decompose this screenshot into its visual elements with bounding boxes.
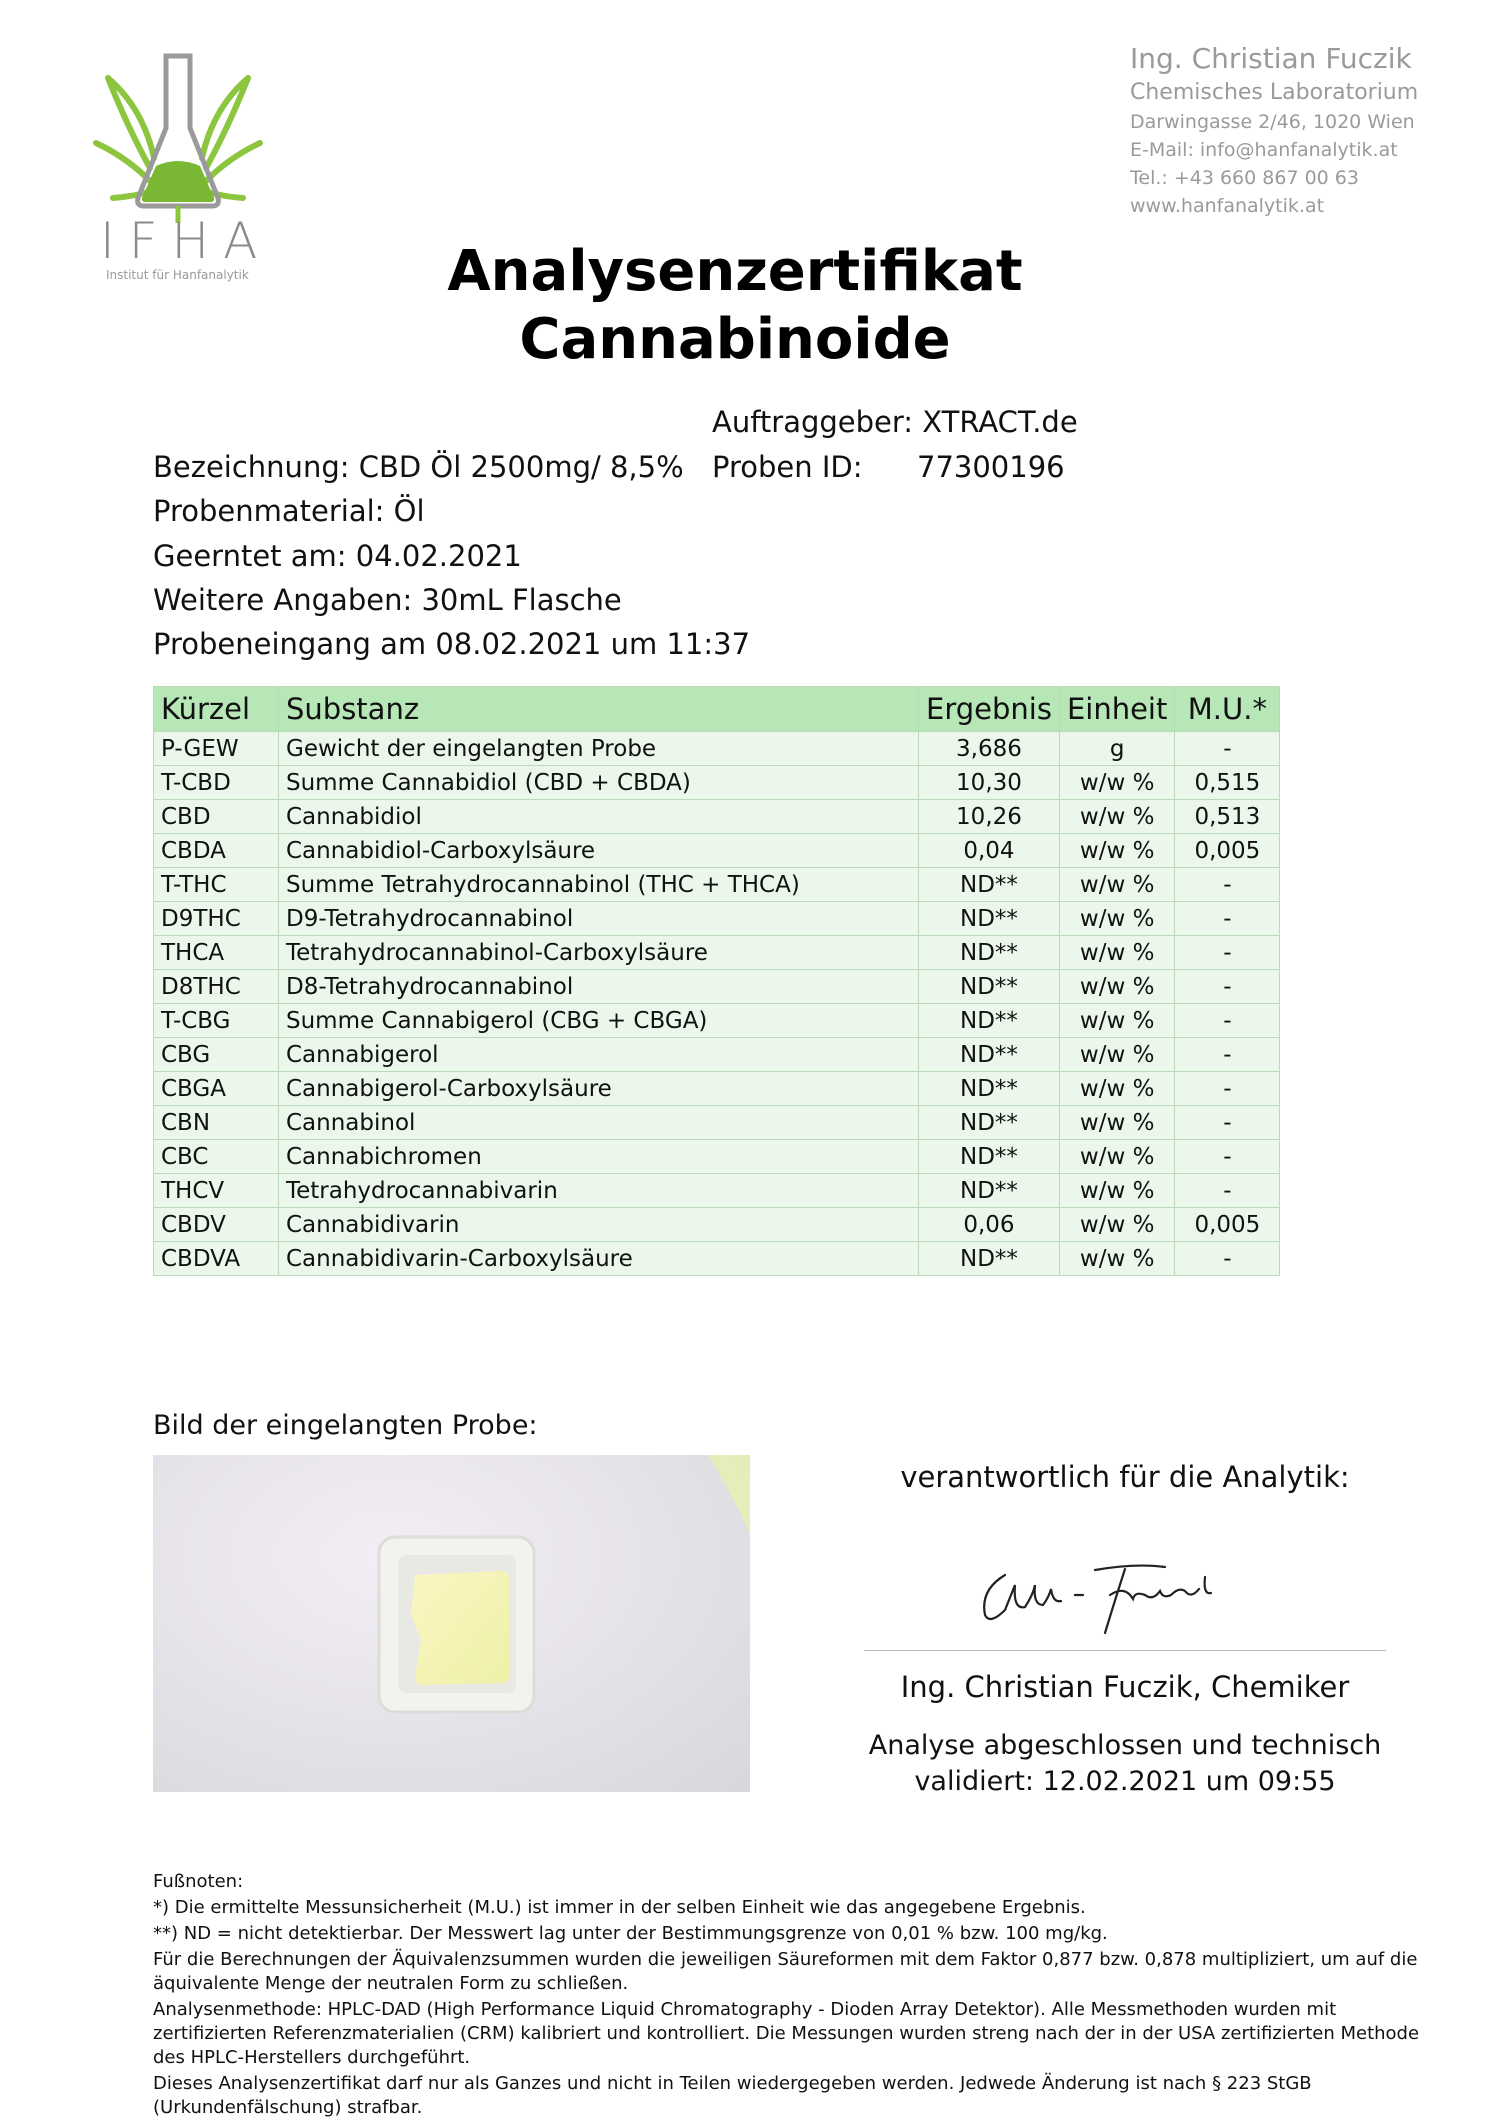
validation-line-2: validiert: 12.02.2021 um 09:55 [914, 1766, 1336, 1797]
unit-cell: w/w % [1059, 1004, 1174, 1038]
table-row [154, 732, 1280, 766]
substance-cell: Cannabidivarin [279, 1208, 919, 1242]
unit-cell: w/w % [1059, 834, 1174, 868]
unit-cell: w/w % [1059, 1208, 1174, 1242]
abbreviation-cell: T-CBG [154, 1004, 279, 1038]
table-row [154, 1174, 1280, 1208]
table-row [154, 1004, 1280, 1038]
mu-cell: - [1175, 1072, 1280, 1106]
result-cell: ND** [919, 1174, 1060, 1208]
unit-cell: w/w % [1059, 970, 1174, 1004]
mu-cell: 0,515 [1175, 766, 1280, 800]
header-abbreviation: Kürzel [154, 687, 279, 732]
page-title [0, 238, 1470, 374]
unit-cell: w/w % [1059, 868, 1174, 902]
mu-cell: - [1175, 1174, 1280, 1208]
results-table [153, 686, 1280, 1276]
title-line-1: Analysenzertifikat [447, 239, 1023, 304]
substance-cell: Summe Cannabidiol (CBD + CBDA) [279, 766, 919, 800]
result-cell: ND** [919, 1140, 1060, 1174]
validation-line-1: Analyse abgeschlossen und technisch [868, 1730, 1382, 1761]
abbreviation-cell: D8THC [154, 970, 279, 1004]
unit-cell: w/w % [1059, 1106, 1174, 1140]
received-field: Probeneingang am 08.02.2021 um 11:37 [153, 627, 751, 661]
substance-cell: D9-Tetrahydrocannabinol [279, 902, 919, 936]
result-cell: ND** [919, 1004, 1060, 1038]
lab-header [1130, 40, 1418, 220]
harvested-field: Geerntet am: 04.02.2021 [153, 539, 522, 573]
abbreviation-cell: CBD [154, 800, 279, 834]
result-cell: ND** [919, 1242, 1060, 1276]
table-row [154, 766, 1280, 800]
mu-cell: - [1175, 732, 1280, 766]
unit-cell: w/w % [1059, 1140, 1174, 1174]
unit-cell: w/w % [1059, 800, 1174, 834]
footnote-nd: **) ND = nicht detektierbar. Der Messwert lag unter der Bestimmungsgrenze von 0,01 % bzw. 100 mg/kg. [153, 1923, 1108, 1944]
lab-subtitle: Chemisches Laboratorium [1130, 80, 1419, 105]
abbreviation-cell: T-CBD [154, 766, 279, 800]
abbreviation-cell: THCA [154, 936, 279, 970]
handwritten-signature [975, 1555, 1245, 1640]
substance-cell: Cannabidiol-Carboxylsäure [279, 834, 919, 868]
unit-cell: w/w % [1059, 1242, 1174, 1276]
mu-cell: - [1175, 1038, 1280, 1072]
abbreviation-cell: CBDVA [154, 1242, 279, 1276]
table-row [154, 800, 1280, 834]
header-substance: Substanz [279, 687, 919, 732]
lab-address: Darwingasse 2/46, 1020 Wien [1130, 111, 1415, 133]
lab-website: www.hanfanalytik.at [1130, 195, 1325, 217]
header-mu: M.U.* [1175, 687, 1280, 732]
substance-cell: D8-Tetrahydrocannabinol [279, 970, 919, 1004]
photo-label: Bild der eingelangten Probe: [153, 1410, 538, 1441]
result-cell: ND** [919, 868, 1060, 902]
lab-phone: Tel.: +43 660 867 00 63 [1130, 167, 1359, 189]
table-row [154, 936, 1280, 970]
substance-cell: Cannabigerol [279, 1038, 919, 1072]
footnotes-heading: Fußnoten: [153, 1871, 244, 1892]
validation-note [864, 1728, 1386, 1800]
table-row [154, 1072, 1280, 1106]
signature-line [864, 1650, 1386, 1651]
abbreviation-cell: CBC [154, 1140, 279, 1174]
designation-field: Bezeichnung: CBD Öl 2500mg/ 8,5% [153, 450, 684, 484]
abbreviation-cell: T-THC [154, 868, 279, 902]
substance-cell: Cannabinol [279, 1106, 919, 1140]
sample-photo [153, 1455, 750, 1792]
substance-cell: Cannabigerol-Carboxylsäure [279, 1072, 919, 1106]
result-cell: 0,04 [919, 834, 1060, 868]
substance-cell: Summe Cannabigerol (CBG + CBGA) [279, 1004, 919, 1038]
result-cell: ND** [919, 936, 1060, 970]
table-row [154, 868, 1280, 902]
result-cell: 3,686 [919, 732, 1060, 766]
client-field: Auftraggeber: XTRACT.de [712, 405, 1078, 439]
mu-cell: 0,005 [1175, 834, 1280, 868]
footnote-equivalence: Für die Berechnungen der Äquivalenzsummen wurden die jeweiligen Säureformen mit dem Faktor 0,877 bzw. 0,878 multipliziert, um auf die äquivalente Menge der neutralen Form zu schließen. [153, 1949, 1418, 1994]
unit-cell: w/w % [1059, 1038, 1174, 1072]
material-field: Probenmaterial: Öl [153, 494, 425, 528]
mu-cell: - [1175, 1004, 1280, 1038]
mu-cell: 0,513 [1175, 800, 1280, 834]
mu-cell: - [1175, 1106, 1280, 1140]
footnotes [153, 1870, 1423, 2122]
substance-cell: Gewicht der eingelangten Probe [279, 732, 919, 766]
footnote-method: Analysenmethode: HPLC-DAD (High Performance Liquid Chromatography - Dioden Array Detektor). Alle Messmethoden wurden mit zertifizierten Referenzmaterialien (CRM) kalibriert und kontrolliert. Die Messungen wurden streng nach der in der USA zertifizierten Methode des HPLC-Herstellers durchgeführt. [153, 1999, 1420, 2068]
abbreviation-cell: CBG [154, 1038, 279, 1072]
chemist-name: Ing. Christian Fuczik, Chemiker [900, 1670, 1350, 1704]
abbreviation-cell: D9THC [154, 902, 279, 936]
result-cell: 10,30 [919, 766, 1060, 800]
substance-cell: Tetrahydrocannabinol-Carboxylsäure [279, 936, 919, 970]
sample-id-value: 77300196 [917, 450, 1065, 484]
mu-cell: - [1175, 868, 1280, 902]
logo-wordmark: IFHA [100, 212, 272, 270]
abbreviation-cell: CBGA [154, 1072, 279, 1106]
mu-cell: - [1175, 1140, 1280, 1174]
table-row [154, 1106, 1280, 1140]
footnote-reproduction: Dieses Analysenzertifikat darf nur als Ganzes und nicht in Teilen wiedergegeben werden. Jedwede Änderung ist nach § 223 StGB (Urkundenfälschung) strafbar. [153, 2073, 1312, 2118]
unit-cell: w/w % [1059, 902, 1174, 936]
mu-cell: - [1175, 970, 1280, 1004]
table-header-row [154, 687, 1280, 732]
result-cell: ND** [919, 970, 1060, 1004]
abbreviation-cell: CBDV [154, 1208, 279, 1242]
table-row [154, 1242, 1280, 1276]
unit-cell: w/w % [1059, 1174, 1174, 1208]
abbreviation-cell: CBN [154, 1106, 279, 1140]
additional-info-field: Weitere Angaben: 30mL Flasche [153, 583, 622, 617]
substance-cell: Tetrahydrocannabivarin [279, 1174, 919, 1208]
substance-cell: Cannabidivarin-Carboxylsäure [279, 1242, 919, 1276]
result-cell: 0,06 [919, 1208, 1060, 1242]
table-row [154, 1208, 1280, 1242]
mu-cell: - [1175, 902, 1280, 936]
result-cell: ND** [919, 902, 1060, 936]
unit-cell: g [1059, 732, 1174, 766]
table-row [154, 1038, 1280, 1072]
table-row [154, 1140, 1280, 1174]
unit-cell: w/w % [1059, 1072, 1174, 1106]
substance-cell: Summe Tetrahydrocannabinol (THC + THCA) [279, 868, 919, 902]
result-cell: ND** [919, 1072, 1060, 1106]
table-row [154, 834, 1280, 868]
mu-cell: - [1175, 936, 1280, 970]
lab-name: Ing. Christian Fuczik [1130, 42, 1412, 75]
logo-subtitle: Institut für Hanfanalytik [106, 268, 249, 282]
result-cell: 10,26 [919, 800, 1060, 834]
abbreviation-cell: P-GEW [154, 732, 279, 766]
sample-id-label: Proben ID: [712, 450, 863, 484]
header-result: Ergebnis [919, 687, 1060, 732]
unit-cell: w/w % [1059, 766, 1174, 800]
lab-email: E-Mail: info@hanfanalytik.at [1130, 139, 1398, 161]
table-row [154, 902, 1280, 936]
table-row [154, 970, 1280, 1004]
footnote-mu: *) Die ermittelte Messunsicherheit (M.U.) ist immer in der selben Einheit wie das angegebene Ergebnis. [153, 1897, 1086, 1918]
result-cell: ND** [919, 1106, 1060, 1140]
abbreviation-cell: CBDA [154, 834, 279, 868]
responsible-label: verantwortlich für die Analytik: [900, 1460, 1350, 1494]
title-line-2: Cannabinoide [519, 307, 951, 372]
substance-cell: Cannabichromen [279, 1140, 919, 1174]
unit-cell: w/w % [1059, 936, 1174, 970]
mu-cell: 0,005 [1175, 1208, 1280, 1242]
mu-cell: - [1175, 1242, 1280, 1276]
header-unit: Einheit [1059, 687, 1174, 732]
substance-cell: Cannabidiol [279, 800, 919, 834]
result-cell: ND** [919, 1038, 1060, 1072]
abbreviation-cell: THCV [154, 1174, 279, 1208]
